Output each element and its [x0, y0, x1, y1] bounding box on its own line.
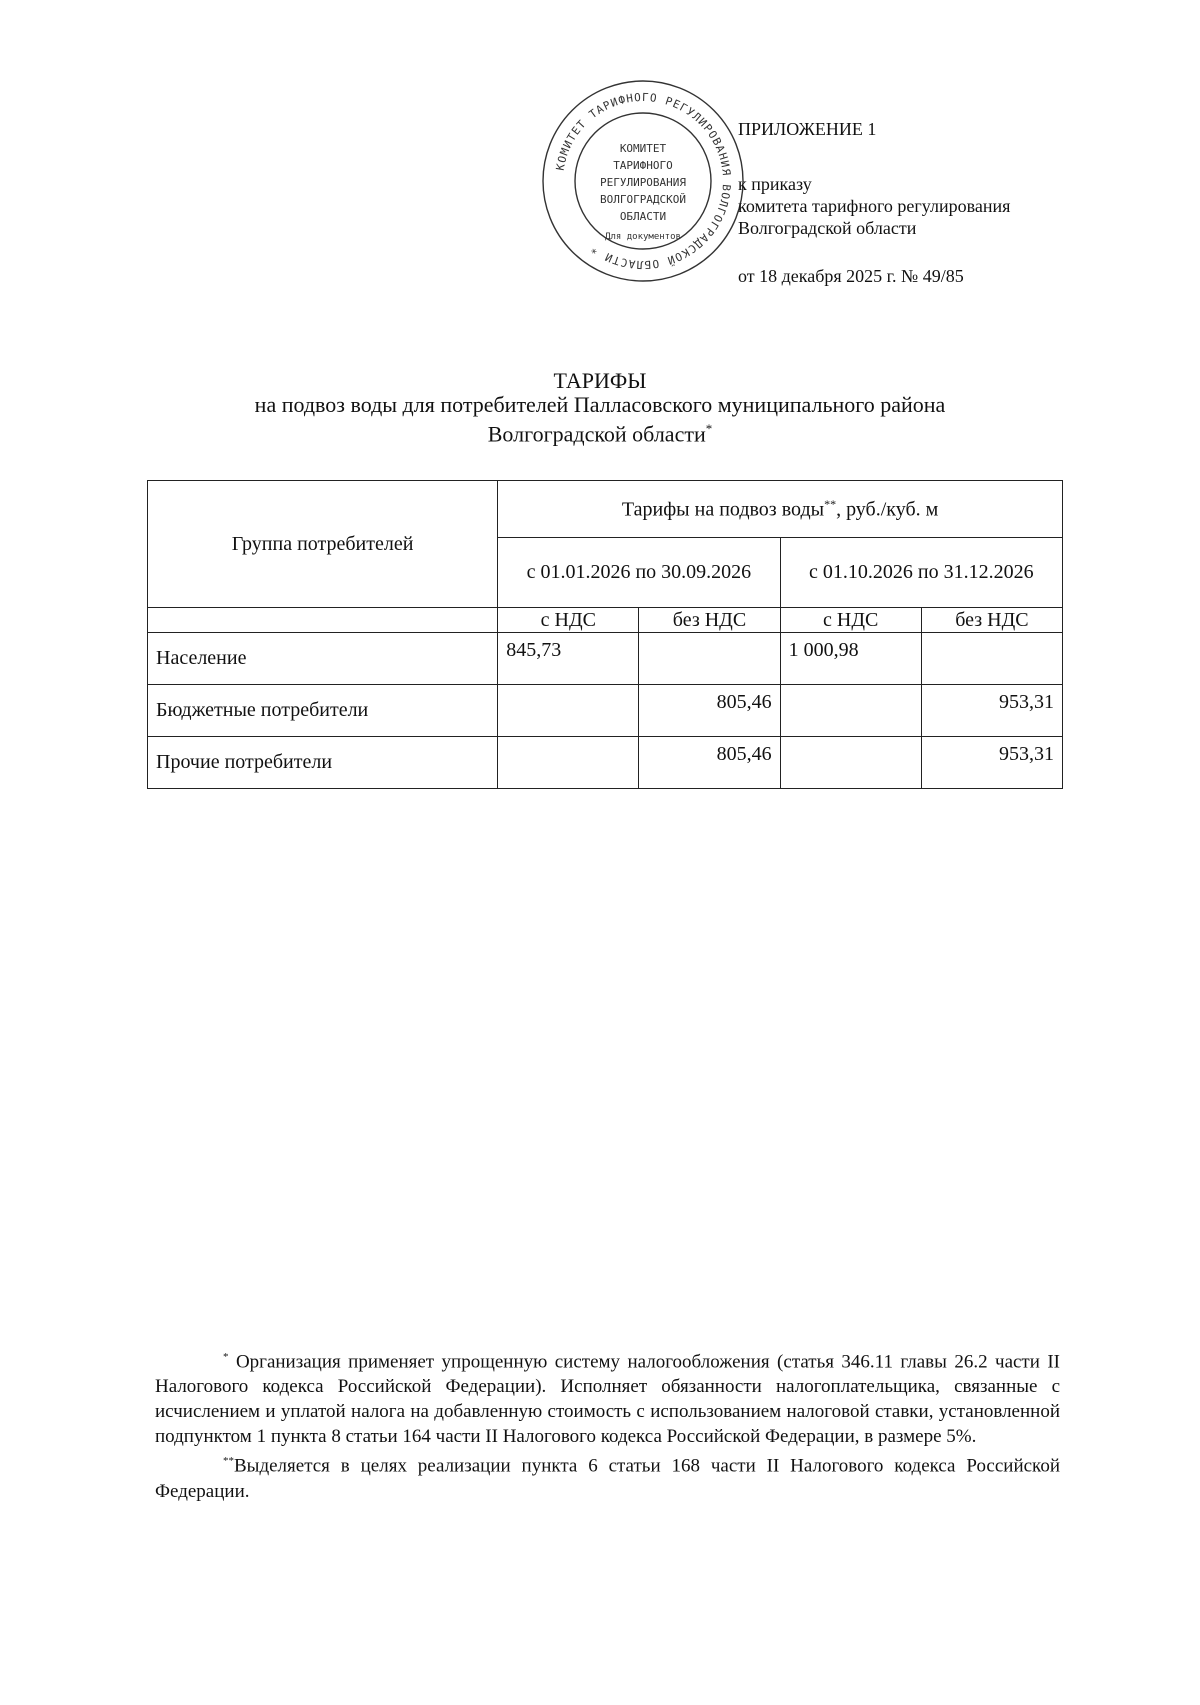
table-row	[148, 737, 1063, 789]
value-cell	[921, 633, 1062, 685]
vat-label: без НДС	[921, 608, 1062, 633]
footnote-text: Выделяется в целях реализации пункта 6 статьи 168 части II Налогового кодекса Российской Федерации.	[155, 1455, 1060, 1502]
official-stamp	[538, 76, 748, 286]
value-cell: 1 000,98	[780, 633, 921, 685]
group-header: Группа потребителей	[148, 481, 498, 608]
footnote-text: Организация применяет упрощенную систему налогообложения (статья 346.11 главы 26.2 части II Налогового кодекса Российской Федерации). Исполняет обязанности налогоплательщика, связанные с исчислением и уплатой налога на добавленную стоимость с использованием налоговой ставки, установленной подпунктом 1 пункта 8 статьи 164 части II Налогового кодекса Российской Федерации, в размере 5%.	[155, 1351, 1060, 1448]
footnote-1	[155, 1345, 1060, 1449]
footnote-mark: *	[705, 421, 713, 436]
tariffs-header: Тарифы на подвоз воды**, руб./куб. м	[498, 481, 1063, 538]
table-header-row	[148, 608, 1063, 633]
stamp-ring-text: КОМИТЕТ ТАРИФНОГО РЕГУЛИРОВАНИЯ ВОЛГОГРАДСКОЙ ОБЛАСТИ *	[553, 90, 734, 272]
group-cell: Население	[148, 633, 498, 685]
appendix-date: от 18 декабря 2025 г. № 49/85	[738, 266, 964, 286]
group-cell: Бюджетные потребители	[148, 685, 498, 737]
value-cell: 845,73	[498, 633, 639, 685]
stamp-center-line: ТАРИФНОГО	[613, 159, 673, 172]
footnote-2	[155, 1449, 1060, 1503]
table-row	[148, 685, 1063, 737]
value-cell	[780, 737, 921, 789]
value-cell	[498, 685, 639, 737]
value-cell	[639, 633, 780, 685]
footnotes	[155, 1345, 1060, 1504]
footnote-mark: *	[223, 1351, 229, 1363]
vat-label: с НДС	[498, 608, 639, 633]
period-header-1: с 01.01.2026 по 30.09.2026	[498, 538, 780, 608]
value-cell: 953,31	[921, 737, 1062, 789]
value-cell: 805,46	[639, 737, 780, 789]
appendix-block	[738, 118, 1010, 287]
vat-label: с НДС	[780, 608, 921, 633]
value-cell	[498, 737, 639, 789]
appendix-line: Волгоградской области	[738, 218, 917, 238]
appendix-line: комитета тарифного регулирования	[738, 196, 1011, 216]
vat-label: без НДС	[639, 608, 780, 633]
table-header-row	[148, 481, 1063, 538]
stamp-center-line: ОБЛАСТИ	[619, 210, 667, 223]
document-title: ТАРИФЫ	[553, 368, 647, 393]
period-header-2: с 01.10.2026 по 31.12.2026	[780, 538, 1062, 608]
group-cell: Прочие потребители	[148, 737, 498, 789]
stamp-bottom-text: Для документов	[605, 232, 681, 242]
document-subtitle-line1: на подвоз воды для потребителей Палласовского муниципального района	[254, 392, 946, 417]
value-cell: 953,31	[921, 685, 1062, 737]
value-cell: 805,46	[639, 685, 780, 737]
footnote-mark: **	[223, 1455, 234, 1468]
stamp-center-line: КОМИТЕТ	[619, 142, 667, 155]
table-row	[148, 633, 1063, 685]
stamp-center-line: РЕГУЛИРОВАНИЯ	[599, 176, 687, 189]
document-heading	[0, 369, 1200, 446]
document-subtitle-line2: Волгоградской области*	[487, 421, 713, 447]
stamp-center-line: ВОЛГОГРАДСКОЙ	[599, 193, 687, 206]
footnote-mark: **	[824, 496, 837, 511]
appendix-line: к приказу	[738, 174, 812, 194]
appendix-title: ПРИЛОЖЕНИЕ 1	[738, 119, 877, 139]
tariffs-table	[147, 480, 1063, 789]
empty-cell	[148, 608, 498, 633]
value-cell	[780, 685, 921, 737]
